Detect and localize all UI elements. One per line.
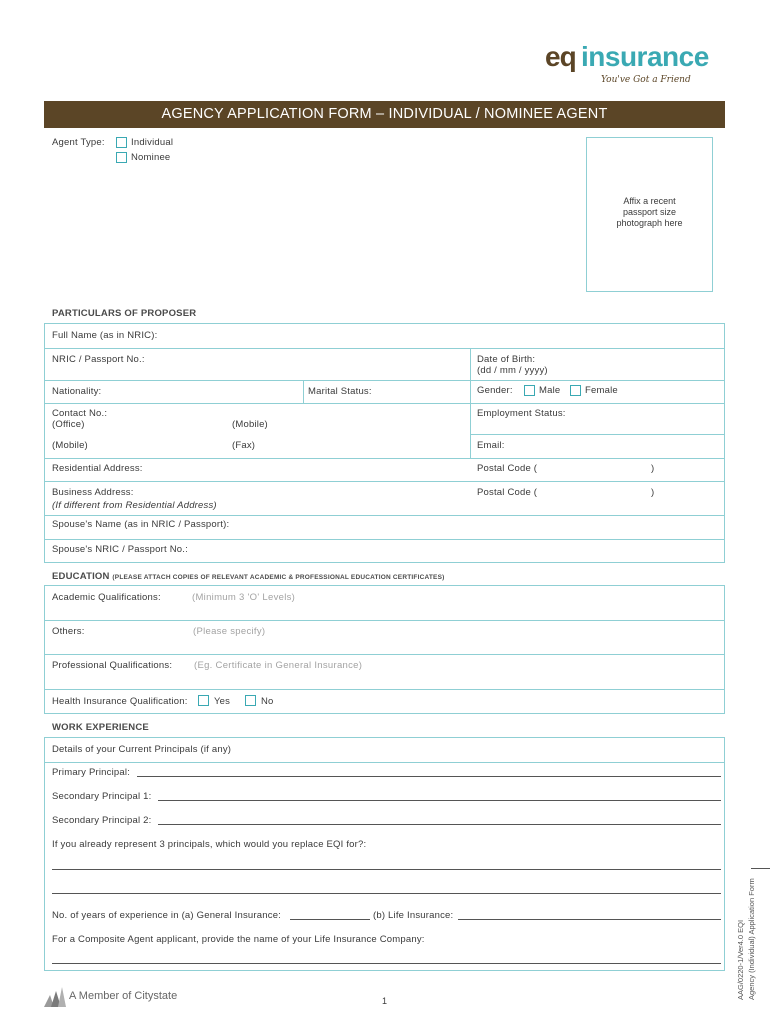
health-yes-checkbox[interactable] xyxy=(198,695,209,706)
photo-line-1: Affix a recent xyxy=(623,196,676,206)
academic-qualifications-field[interactable] xyxy=(45,586,724,620)
secondary-principal-1-label: Secondary Principal 1: xyxy=(52,791,152,802)
page-number: 1 xyxy=(382,996,388,1006)
particulars-heading: PARTICULARS OF PROPOSER xyxy=(52,308,197,319)
secondary-principal-2-input[interactable] xyxy=(158,824,721,825)
mobile-phone-field-1[interactable] xyxy=(272,415,468,431)
side-text xyxy=(735,860,765,1000)
fax-label: (Fax) xyxy=(232,440,256,451)
employment-status-field[interactable] xyxy=(471,404,724,434)
male-checkbox[interactable] xyxy=(524,385,535,396)
spouse-name-label: Spouse's Name (as in NRIC / Passport): xyxy=(52,519,230,530)
replace-principal-input-2[interactable] xyxy=(52,893,721,894)
citystate-icon xyxy=(44,987,66,1007)
composite-agent-label: For a Composite Agent applicant, provide the name of your Life Insurance Company: xyxy=(52,934,425,945)
logo-brand-suffix: insurance xyxy=(581,41,709,72)
gender-label: Gender: xyxy=(477,385,513,396)
office-phone-field[interactable] xyxy=(90,415,230,431)
years-general-label: No. of years of experience in (a) General Insurance: xyxy=(52,910,282,921)
dob-field[interactable] xyxy=(471,349,724,380)
current-principals-label: Details of your Current Principals (if any) xyxy=(52,744,232,755)
residential-address-field[interactable] xyxy=(45,459,470,481)
education-heading-text: EDUCATION xyxy=(52,571,110,582)
email-field[interactable] xyxy=(471,435,724,458)
dob-label: Date of Birth: xyxy=(477,354,536,365)
composite-agent-input[interactable] xyxy=(52,963,721,964)
citystate-logo xyxy=(44,987,66,1007)
health-yes-label: Yes xyxy=(214,696,231,707)
contact-no-label: Contact No.: xyxy=(52,408,108,419)
mobile-label-1: (Mobile) xyxy=(232,419,268,430)
spouse-nric-label: Spouse's NRIC / Passport No.: xyxy=(52,544,188,555)
female-label: Female xyxy=(585,385,618,396)
professional-hint: (Eg. Certificate in General Insurance) xyxy=(194,660,363,671)
nominee-checkbox[interactable] xyxy=(116,152,127,163)
nric-field[interactable] xyxy=(45,349,470,380)
academic-hint: (Minimum 3 'O' Levels) xyxy=(192,592,296,603)
health-insurance-label: Health Insurance Qualification: xyxy=(52,696,188,707)
agent-type-label: Agent Type: xyxy=(52,137,105,148)
years-general-input[interactable] xyxy=(290,919,370,920)
mobile-label-2: (Mobile) xyxy=(52,440,88,451)
others-field[interactable] xyxy=(45,621,724,654)
mobile-phone-field-2[interactable] xyxy=(92,436,230,452)
individual-label: Individual xyxy=(131,137,174,148)
education-heading-note: (PLEASE ATTACH COPIES OF RELEVANT ACADEMIC & PROFESSIONAL EDUCATION CERTIFICATES) xyxy=(112,574,445,581)
secondary-principal-1-input[interactable] xyxy=(158,800,721,801)
spouse-nric-field[interactable] xyxy=(45,540,724,563)
female-checkbox[interactable] xyxy=(570,385,581,396)
photo-line-3: photograph here xyxy=(616,218,683,228)
secondary-principal-2-label: Secondary Principal 2: xyxy=(52,815,152,826)
office-label: (Office) xyxy=(52,419,85,430)
work-experience-heading: WORK EXPERIENCE xyxy=(52,722,149,733)
education-heading xyxy=(52,571,444,582)
nationality-field[interactable] xyxy=(45,381,303,403)
business-address-note: (If different from Residential Address) xyxy=(52,500,217,511)
residential-address-label: Residential Address: xyxy=(52,463,143,474)
logo-tagline: You've Got a Friend xyxy=(601,75,691,85)
spouse-name-field[interactable] xyxy=(45,516,724,539)
others-label: Others: xyxy=(52,626,85,637)
email-label: Email: xyxy=(477,440,505,451)
side-code: AAG/0220-1/Ver4.0 EQI xyxy=(736,919,745,1000)
side-title: Agency (Individual) Application Form xyxy=(747,878,756,1000)
logo-brand-prefix: eq xyxy=(545,41,576,72)
primary-principal-input[interactable] xyxy=(137,776,721,777)
dob-format: (dd / mm / yyyy) xyxy=(477,365,548,376)
male-label: Male xyxy=(539,385,561,396)
fax-field[interactable] xyxy=(258,436,468,452)
replace-principal-input-1[interactable] xyxy=(52,869,721,870)
nric-label: NRIC / Passport No.: xyxy=(52,354,145,365)
postal-code-field-1[interactable] xyxy=(540,460,648,478)
primary-principal-label: Primary Principal: xyxy=(52,767,131,778)
full-name-label: Full Name (as in NRIC): xyxy=(52,330,158,341)
marital-status-label: Marital Status: xyxy=(308,386,372,397)
health-no-label: No xyxy=(261,696,274,707)
nominee-label: Nominee xyxy=(131,152,171,163)
employment-status-label: Employment Status: xyxy=(477,408,566,419)
years-life-input[interactable] xyxy=(458,919,721,920)
years-life-label: (b) Life Insurance: xyxy=(373,910,454,921)
form-title: AGENCY APPLICATION FORM – INDIVIDUAL / NOMINEE AGENT xyxy=(44,101,725,128)
postal-code-label-1: Postal Code ( xyxy=(477,463,538,474)
replace-principal-question: If you already represent 3 principals, which would you replace EQI for?: xyxy=(52,839,367,850)
health-no-checkbox[interactable] xyxy=(245,695,256,706)
professional-label: Professional Qualifications: xyxy=(52,660,173,671)
business-address-field[interactable] xyxy=(45,482,470,515)
postal-close-2: ) xyxy=(651,487,655,498)
full-name-field[interactable] xyxy=(45,324,724,348)
marital-status-field[interactable] xyxy=(304,381,470,403)
academic-label: Academic Qualifications: xyxy=(52,592,161,603)
individual-checkbox[interactable] xyxy=(116,137,127,148)
postal-close-1: ) xyxy=(651,463,655,474)
postal-code-field-2[interactable] xyxy=(540,484,648,502)
business-address-label: Business Address: xyxy=(52,487,134,498)
photo-box[interactable] xyxy=(586,137,713,292)
photo-line-2: passport size xyxy=(622,207,677,217)
nationality-label: Nationality: xyxy=(52,386,102,397)
member-of-citystate: A Member of Citystate xyxy=(69,990,178,1002)
postal-code-label-2: Postal Code ( xyxy=(477,487,538,498)
logo xyxy=(545,41,730,90)
professional-qualifications-field[interactable] xyxy=(45,655,724,689)
others-hint: (Please specify) xyxy=(193,626,266,637)
